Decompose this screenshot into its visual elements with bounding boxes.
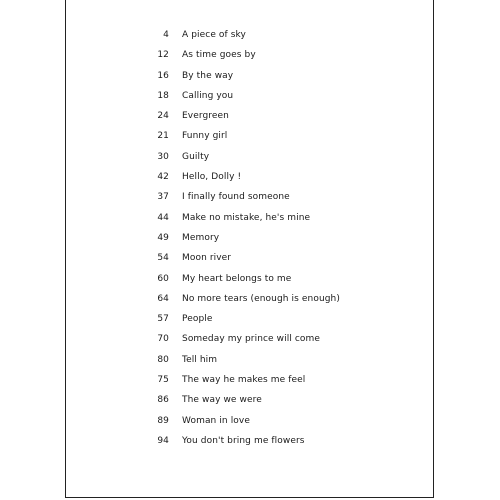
toc-page-number: 86 — [157, 395, 169, 406]
toc-song-title: Tell him — [182, 354, 218, 365]
toc-page-number: 80 — [157, 354, 169, 365]
toc-song-title: Memory — [182, 232, 220, 243]
toc-entry — [66, 355, 433, 375]
toc-page-number: 94 — [157, 435, 169, 446]
toc-entry — [66, 314, 433, 334]
toc-song-title: Moon river — [182, 253, 232, 264]
toc-song-title: I finally found someone — [182, 192, 290, 203]
toc-entry — [66, 172, 433, 192]
toc-song-title: By the way — [182, 70, 234, 81]
toc-entry — [66, 50, 433, 70]
toc-page-number: 18 — [157, 90, 169, 101]
toc-song-title: You don't bring me flowers — [182, 435, 305, 446]
toc-page-number: 12 — [157, 50, 169, 61]
toc-page-number: 57 — [157, 314, 169, 325]
toc-page-number: 70 — [157, 334, 169, 345]
toc-page-number: 54 — [157, 253, 169, 264]
toc-song-title: The way we were — [182, 395, 262, 406]
toc-page-number: 60 — [157, 273, 169, 284]
toc-entry — [66, 111, 433, 131]
toc-page-number: 75 — [157, 375, 169, 386]
toc-page-number: 89 — [157, 415, 169, 426]
toc-song-title: Evergreen — [182, 111, 229, 122]
toc-song-title: No more tears (enough is enough) — [182, 293, 340, 304]
toc-page-number: 4 — [163, 30, 169, 40]
toc-entry — [66, 395, 433, 415]
toc-entry — [66, 294, 433, 314]
toc-song-title: Guilty — [182, 151, 210, 162]
toc-page-number: 64 — [157, 293, 169, 304]
toc-song-title: The way he makes me feel — [182, 375, 306, 386]
toc-song-title: Make no mistake, he's mine — [182, 212, 311, 223]
toc-entry — [66, 375, 433, 395]
toc-entry — [66, 30, 433, 50]
toc-entry — [66, 71, 433, 91]
toc-entry — [66, 192, 433, 212]
toc-page-number: 37 — [157, 192, 169, 203]
toc-entry — [66, 436, 433, 456]
toc-page-number: 16 — [157, 70, 169, 81]
document-page — [65, 0, 434, 498]
toc-song-title: Calling you — [182, 90, 234, 101]
toc-page-number: 42 — [157, 172, 169, 183]
toc-song-title: My heart belongs to me — [182, 273, 292, 284]
toc-entry — [66, 334, 433, 354]
toc-song-title: A piece of sky — [182, 30, 246, 40]
toc-song-title: Someday my prince will come — [182, 334, 321, 345]
toc-entry — [66, 131, 433, 151]
toc-page-number: 49 — [157, 232, 169, 243]
toc-song-title: People — [182, 314, 213, 325]
toc-entry — [66, 91, 433, 111]
toc-entry — [66, 152, 433, 172]
toc-song-title: Woman in love — [182, 415, 250, 426]
toc-song-title: Hello, Dolly ! — [182, 172, 242, 183]
toc-entry — [66, 253, 433, 273]
toc-entry — [66, 274, 433, 294]
toc-page-number: 44 — [157, 212, 169, 223]
toc-entry — [66, 213, 433, 233]
toc-song-title: As time goes by — [182, 50, 256, 61]
table-of-contents — [66, 30, 433, 456]
toc-song-title: Funny girl — [182, 131, 228, 142]
toc-page-number: 21 — [157, 131, 169, 142]
toc-entry — [66, 233, 433, 253]
toc-entry — [66, 416, 433, 436]
toc-page-number: 24 — [157, 111, 169, 122]
toc-page-number: 30 — [157, 151, 169, 162]
